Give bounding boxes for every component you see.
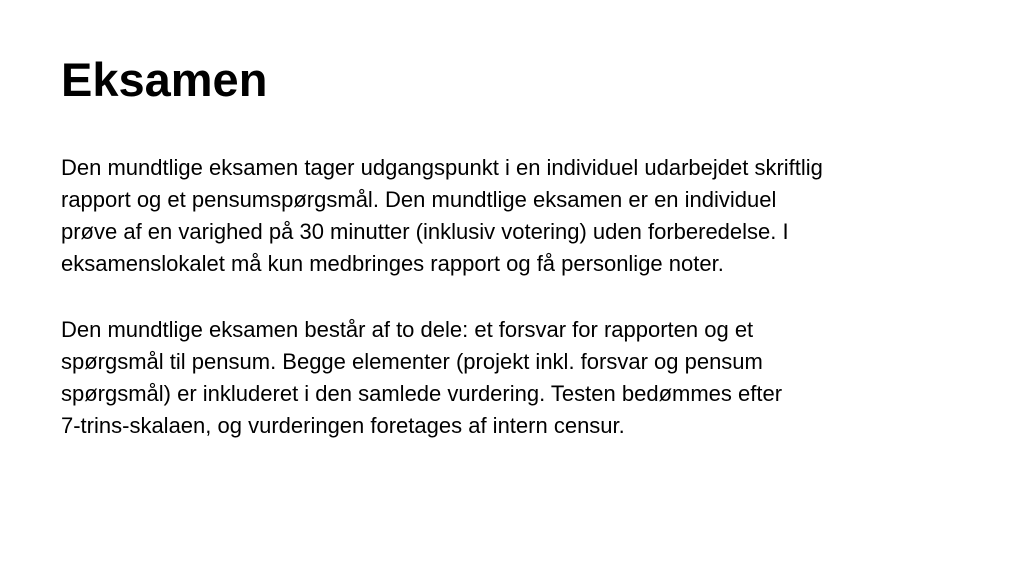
text-line: spørgsmål til pensum. Begge elementer (projekt inkl. forsvar og pensum (61, 349, 763, 374)
text-line: 7-trins-skalaen, og vurderingen foretages af intern censur. (61, 413, 625, 438)
text-line: eksamenslokalet må kun medbringes rapport og få personlige noter. (61, 251, 724, 276)
slide-title: Eksamen (61, 53, 268, 106)
slide-body (61, 152, 961, 476)
text-line: prøve af en varighed på 30 minutter (inklusiv votering) uden forberedelse. I (61, 219, 789, 244)
paragraph-exam-format (61, 152, 961, 280)
paragraph-exam-parts (61, 314, 961, 442)
text-line: Den mundtlige eksamen består af to dele: et forsvar for rapporten og et (61, 317, 754, 342)
text-line: spørgsmål) er inkluderet i den samlede vurdering. Testen bedømmes efter (61, 381, 783, 406)
text-line: Den mundtlige eksamen tager udgangspunkt i en individuel udarbejdet skriftlig (61, 155, 823, 180)
text-line: rapport og et pensumspørgsmål. Den mundtlige eksamen er en individuel (61, 187, 777, 212)
